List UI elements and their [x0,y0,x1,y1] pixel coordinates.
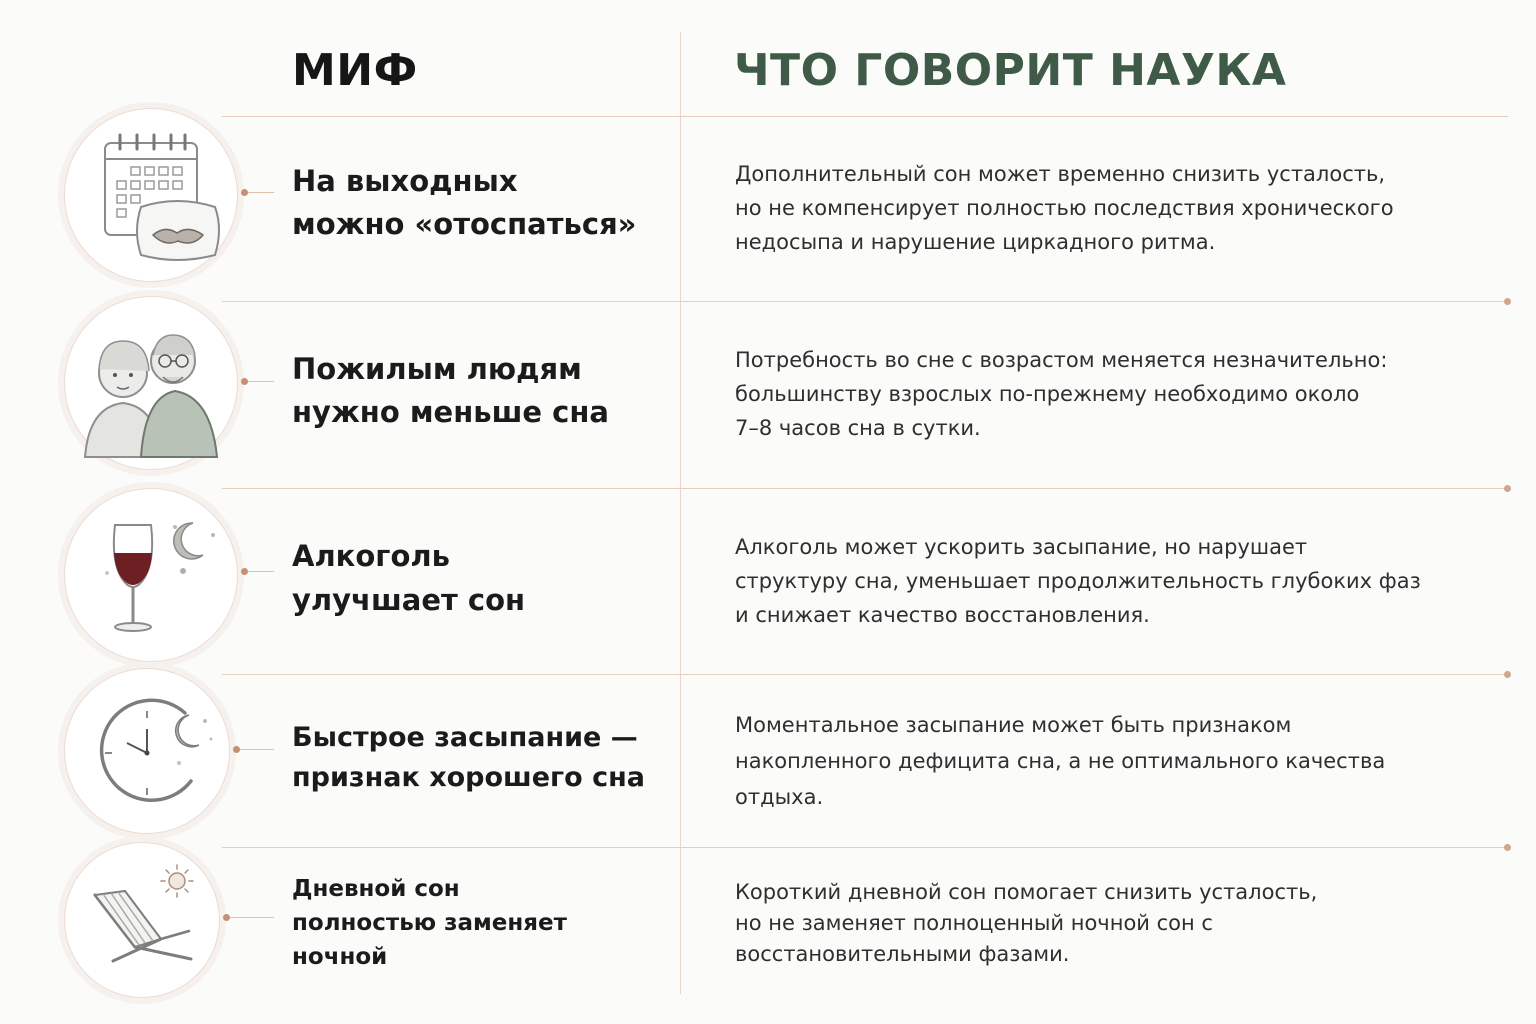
science-answer [735,343,1455,445]
row-divider [222,301,1508,302]
row-connector [226,917,274,918]
connector-dot [223,914,230,921]
science-line: большинству взрослых по-прежнему необходимо около [735,382,1360,406]
connector-dot [241,189,248,196]
science-line: Дополнительный сон может временно снизить усталость, [735,162,1386,186]
elderly-couple-icon [64,296,238,470]
science-line: накопленного дефицита сна, а не оптимального качества [735,749,1386,773]
connector-dot [241,378,248,385]
row-divider [222,488,1508,489]
myth-line: Пожилым людям [292,352,582,386]
myth-line: нужно меньше сна [292,395,609,429]
science-answer [735,157,1455,259]
science-line: отдыха. [735,785,824,809]
myth-line: можно «отоспаться» [292,207,637,241]
myth-line: Быстрое засыпание — [292,722,638,753]
connector-dot [241,568,248,575]
myth-line: Алкоголь [292,539,450,573]
science-column-title: ЧТО ГОВОРИТ НАУКА [734,45,1287,96]
science-line: Потребность во сне с возрастом меняется незначительно: [735,348,1388,372]
science-line: но не заменяет полноценный ночной сон с [735,911,1213,935]
row-divider [222,847,1508,848]
divider-end-dot [1504,485,1511,492]
header-divider [222,116,1508,117]
science-line: восстановительными фазами. [735,942,1070,966]
row-divider [222,674,1508,675]
science-line: недосыпа и нарушение циркадного ритма. [735,230,1216,254]
myth-column-title: МИФ [292,45,418,96]
science-line: Моментальное засыпание может быть признаком [735,713,1292,737]
deck-chair-sun-icon [64,842,220,998]
myth-line: полностью заменяет [292,910,567,936]
row-connector [236,749,274,750]
science-line: Короткий дневной сон помогает снизить усталость, [735,880,1318,904]
science-answer [735,530,1455,632]
myth-line: Дневной сон [292,876,460,902]
divider-end-dot [1504,671,1511,678]
myth-statement [292,160,636,246]
myth-statement [292,348,609,434]
myth-statement [292,872,567,974]
divider-end-dot [1504,298,1511,305]
divider-end-dot [1504,844,1511,851]
column-divider [680,32,681,994]
science-line: Алкоголь может ускорить засыпание, но нарушает [735,535,1308,559]
myth-line: ночной [292,944,388,970]
science-line: структуру сна, уменьшает продолжительность глубоких фаз [735,569,1421,593]
calendar-pillow-sleep-mask-icon [64,108,238,282]
clock-moon-icon [64,668,230,834]
science-line: и снижает качество восстановления. [735,603,1150,627]
myth-line: На выходных [292,164,518,198]
myth-line: признак хорошего сна [292,762,645,793]
science-answer [735,707,1455,815]
wine-glass-moon-icon [64,488,238,662]
science-answer [735,877,1455,970]
science-line: 7–8 часов сна в сутки. [735,416,981,440]
myth-statement [292,534,525,622]
science-line: но не компенсирует полностью последствия хронического [735,196,1394,220]
row-connector [244,381,274,382]
myth-statement [292,718,645,798]
connector-dot [233,746,240,753]
row-connector [244,192,274,193]
myth-line: улучшает сон [292,583,526,617]
row-connector [244,571,274,572]
